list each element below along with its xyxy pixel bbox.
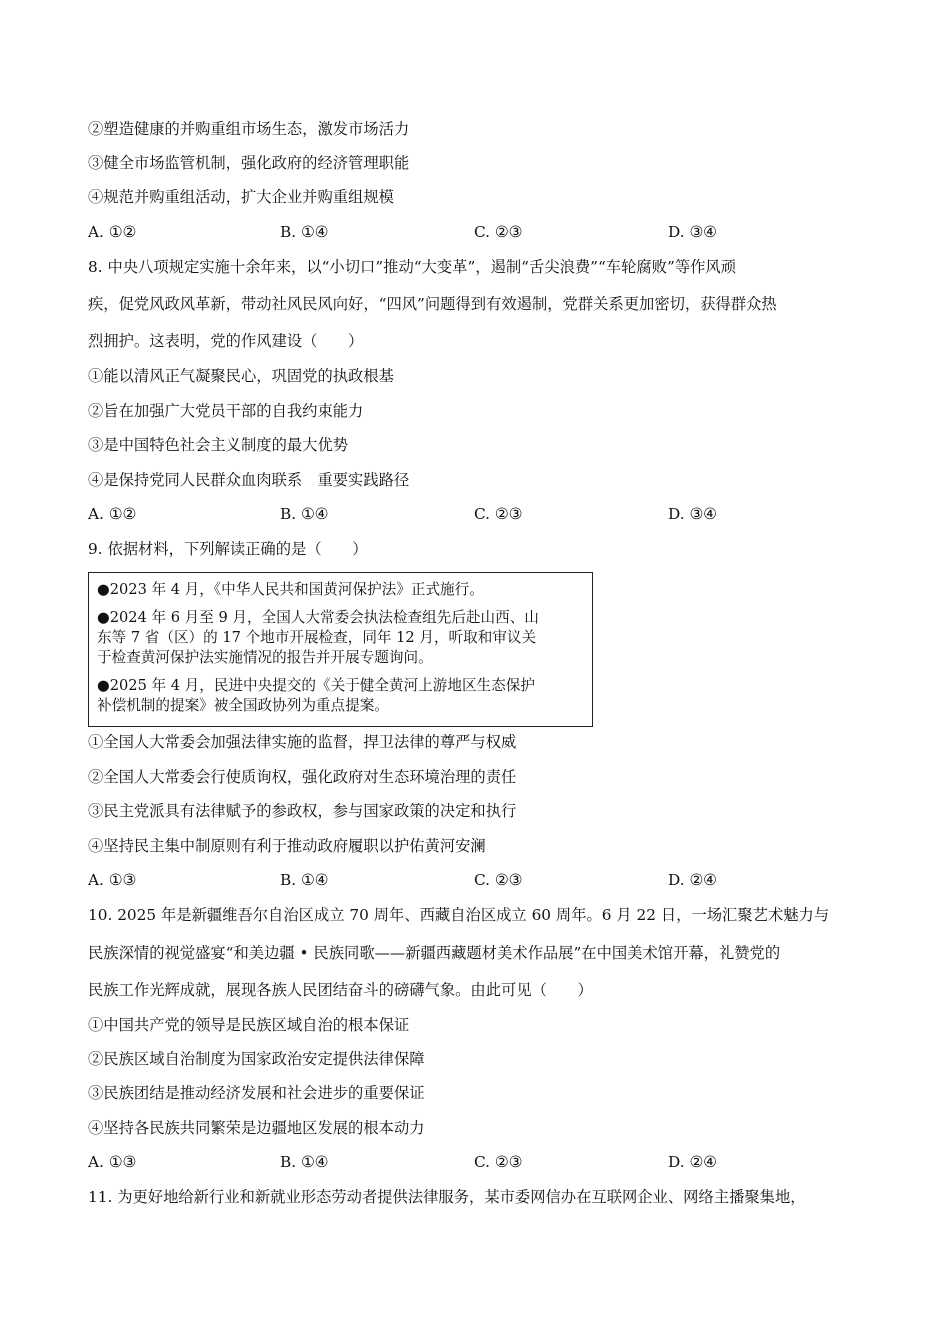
statement-item: ①能以清风正气凝聚民心，巩固党的执政根基	[88, 367, 394, 385]
material-line: 东等 7 省（区）的 17 个地市开展检查，同年 12 月，听取和审议关	[97, 629, 537, 646]
statement-item: ③民主党派具有法律赋予的参政权，参与国家政策的决定和执行	[88, 802, 517, 820]
statement-item: ④规范并购重组活动，扩大企业并购重组规模	[88, 188, 394, 206]
answer-option: B. ①④	[280, 1153, 329, 1171]
material-box	[88, 572, 593, 727]
question-stem: 民族工作光辉成就，展现各族人民团结奋斗的磅礴气象。由此可见（ ）	[88, 981, 593, 999]
answer-option: C. ②③	[474, 223, 523, 241]
material-line: 补偿机制的提案》被全国政协列为重点提案。	[97, 697, 389, 714]
material-line: ●2024 年 6 月至 9 月，全国人大常委会执法检查组先后赴山西、山	[97, 609, 539, 626]
answer-option: D. ③④	[668, 223, 717, 241]
statement-item: ④坚持民主集中制原则有利于推动政府履职以护佑黄河安澜	[88, 837, 486, 855]
material-line: ●2023 年 4 月，《中华人民共和国黄河保护法》正式施行。	[97, 581, 484, 598]
statement-item: ③健全市场监管机制，强化政府的经济管理职能	[88, 154, 410, 172]
statement-item: ②全国人大常委会行使质询权，强化政府对生态环境治理的责任	[88, 768, 517, 786]
statement-item: ③是中国特色社会主义制度的最大优势	[88, 436, 349, 454]
answer-option: B. ①④	[280, 223, 329, 241]
statement-item: ①中国共产党的领导是民族区域自治的根本保证	[88, 1016, 410, 1034]
answer-option: D. ③④	[668, 505, 717, 523]
question-stem: 10. 2025 年是新疆维吾尔自治区成立 70 周年、西藏自治区成立 60 周年。6 月 22 日，一场汇聚艺术魅力与	[88, 906, 830, 924]
statement-item: ②旨在加强广大党员干部的自我约束能力	[88, 402, 364, 420]
answer-option: D. ②④	[668, 1153, 717, 1171]
statement-item: ①全国人大常委会加强法律实施的监督，捍卫法律的尊严与权威	[88, 733, 517, 751]
material-line: ●2025 年 4 月，民进中央提交的《关于健全黄河上游地区生态保护	[97, 677, 535, 694]
answer-option: A. ①③	[88, 1153, 137, 1171]
question-stem: 民族深情的视觉盛宴“和美边疆 • 民族同歌——新疆西藏题材美术作品展”在中国美术馆开幕，礼赞党的	[88, 944, 781, 962]
question-stem: 9. 依据材料，下列解读正确的是（ ）	[88, 540, 368, 558]
statement-item: ④是保持党同人民群众血肉联系 重要实践路径	[88, 471, 410, 489]
question-stem: 烈拥护。这表明，党的作风建设（ ）	[88, 332, 364, 350]
answer-option: B. ①④	[280, 505, 329, 523]
statement-item: ②民族区域自治制度为国家政治安定提供法律保障	[88, 1050, 425, 1068]
answer-option: C. ②③	[474, 871, 523, 889]
question-stem: 11. 为更好地给新行业和新就业形态劳动者提供法律服务，某市委网信办在互联网企业、网络主播聚集地，	[88, 1188, 806, 1206]
answer-option: B. ①④	[280, 871, 329, 889]
answer-option: A. ①②	[88, 223, 137, 241]
question-stem: 8. 中央八项规定实施十余年来，以“小切口”推动“大变革”，遏制“舌尖浪费”“车轮腐败”等作风顽	[88, 258, 737, 276]
question-stem: 疾，促党风政风革新，带动社风民风向好，“四风”问题得到有效遏制，党群关系更加密切，获得群众热	[88, 295, 777, 313]
answer-option: A. ①②	[88, 505, 137, 523]
answer-option: C. ②③	[474, 505, 523, 523]
material-line: 于检查黄河保护法实施情况的报告并开展专题询问。	[97, 649, 433, 666]
answer-option: C. ②③	[474, 1153, 523, 1171]
answer-option: A. ①③	[88, 871, 137, 889]
statement-item: ②塑造健康的并购重组市场生态，激发市场活力	[88, 120, 410, 138]
statement-item: ③民族团结是推动经济发展和社会进步的重要保证	[88, 1084, 425, 1102]
answer-option: D. ②④	[668, 871, 717, 889]
statement-item: ④坚持各民族共同繁荣是边疆地区发展的根本动力	[88, 1119, 425, 1137]
